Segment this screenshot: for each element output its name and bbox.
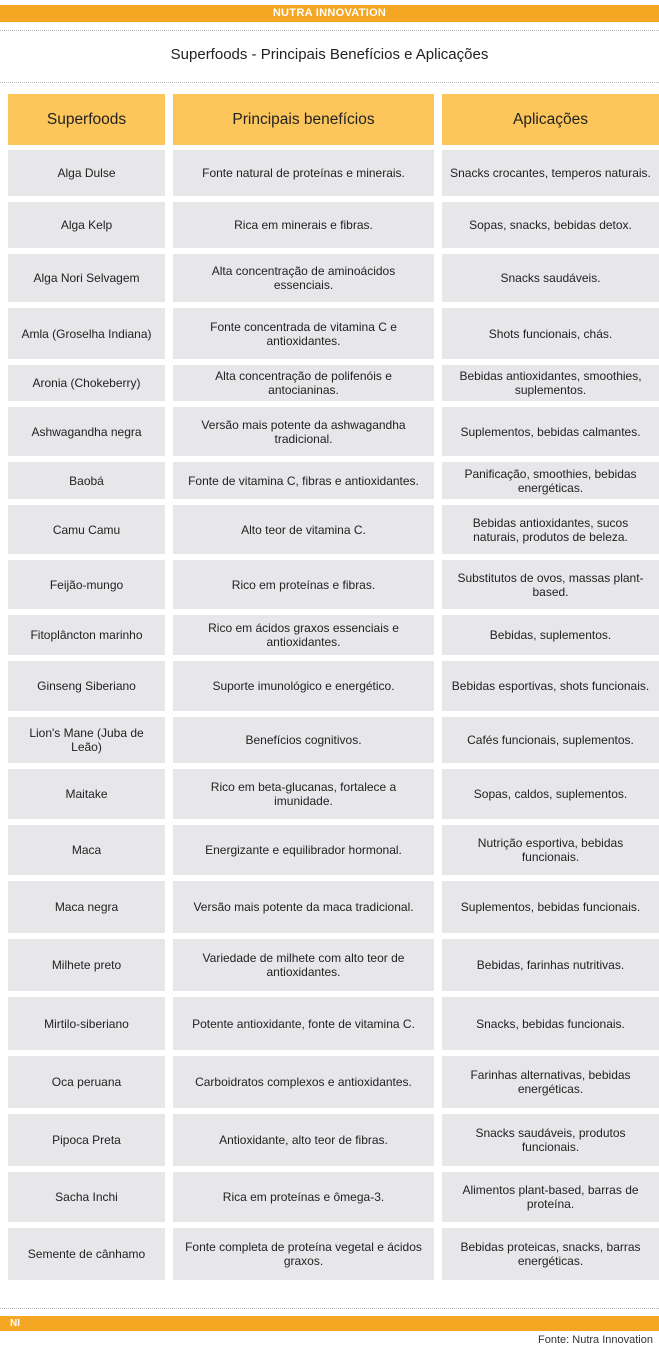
application-cell: Bebidas antioxidantes, smoothies, suplementos. (442, 365, 659, 401)
application-cell: Snacks, bebidas funcionais. (442, 997, 659, 1050)
application-cell: Bebidas, farinhas nutritivas. (442, 939, 659, 991)
table-row (8, 254, 659, 302)
brand-banner (0, 5, 659, 22)
superfood-cell: Oca peruana (8, 1056, 165, 1108)
table-row (8, 939, 659, 991)
table-row (8, 407, 659, 456)
superfood-cell: Amla (Groselha Indiana) (8, 308, 165, 359)
footer-banner (0, 1316, 659, 1331)
table-row (8, 825, 659, 875)
table-row (8, 202, 659, 248)
table-row (8, 615, 659, 655)
benefit-cell: Versão mais potente da maca tradicional. (173, 881, 434, 933)
benefit-cell: Alta concentração de polifenóis e antocianinas. (173, 365, 434, 401)
superfood-cell: Alga Nori Selvagem (8, 254, 165, 302)
benefit-cell: Suporte imunológico e energético. (173, 661, 434, 711)
application-cell: Suplementos, bebidas calmantes. (442, 407, 659, 456)
application-cell: Shots funcionais, chás. (442, 308, 659, 359)
table-row (8, 462, 659, 499)
benefit-cell: Fonte natural de proteínas e minerais. (173, 150, 434, 196)
superfood-cell: Fitoplâncton marinho (8, 615, 165, 655)
superfood-cell: Sacha Inchi (8, 1172, 165, 1222)
table-row (8, 1056, 659, 1108)
superfood-cell: Lion's Mane (Juba de Leão) (8, 717, 165, 763)
benefit-cell: Rica em minerais e fibras. (173, 202, 434, 248)
superfood-cell: Pipoca Preta (8, 1114, 165, 1166)
application-cell: Bebidas, suplementos. (442, 615, 659, 655)
benefit-cell: Rico em proteínas e fibras. (173, 560, 434, 609)
application-cell: Snacks saudáveis, produtos funcionais. (442, 1114, 659, 1166)
benefit-cell: Benefícios cognitivos. (173, 717, 434, 763)
benefit-cell: Potente antioxidante, fonte de vitamina C. (173, 997, 434, 1050)
table-row (8, 365, 659, 401)
benefit-cell: Rico em beta-glucanas, fortalece a imunidade. (173, 769, 434, 819)
benefit-cell: Rica em proteínas e ômega-3. (173, 1172, 434, 1222)
benefit-cell: Fonte concentrada de vitamina C e antioxidantes. (173, 308, 434, 359)
brand-label: NUTRA INNOVATION (272, 7, 387, 19)
table-row (8, 308, 659, 359)
superfood-cell: Maca (8, 825, 165, 875)
benefit-cell: Alta concentração de aminoácidos essenciais. (173, 254, 434, 302)
benefit-cell: Variedade de milhete com alto teor de antioxidantes. (173, 939, 434, 991)
dotted-divider-title (0, 82, 659, 83)
table-row (8, 1114, 659, 1166)
application-cell: Suplementos, bebidas funcionais. (442, 881, 659, 933)
superfood-cell: Baobá (8, 462, 165, 499)
superfood-cell: Milhete preto (8, 939, 165, 991)
superfood-cell: Ashwagandha negra (8, 407, 165, 456)
dotted-divider-top (0, 30, 659, 31)
benefit-cell: Antioxidante, alto teor de fibras. (173, 1114, 434, 1166)
superfood-cell: Mirtilo-siberiano (8, 997, 165, 1050)
application-cell: Panificação, smoothies, bebidas energéticas. (442, 462, 659, 499)
benefit-cell: Fonte de vitamina C, fibras e antioxidantes. (173, 462, 434, 499)
application-cell: Bebidas esportivas, shots funcionais. (442, 661, 659, 711)
superfoods-table (8, 94, 659, 1286)
application-cell: Nutrição esportiva, bebidas funcionais. (442, 825, 659, 875)
table-header-row (8, 94, 659, 145)
superfood-cell: Maitake (8, 769, 165, 819)
application-cell: Alimentos plant-based, barras de proteína. (442, 1172, 659, 1222)
application-cell: Bebidas antioxidantes, sucos naturais, produtos de beleza. (442, 505, 659, 554)
benefit-cell: Carboidratos complexos e antioxidantes. (173, 1056, 434, 1108)
dotted-divider-bottom (0, 1308, 659, 1309)
table-row (8, 661, 659, 711)
benefit-cell: Energizante e equilibrador hormonal. (173, 825, 434, 875)
table-row (8, 1172, 659, 1222)
table-row (8, 769, 659, 819)
superfood-cell: Alga Kelp (8, 202, 165, 248)
superfood-cell: Feijão-mungo (8, 560, 165, 609)
application-cell: Snacks saudáveis. (442, 254, 659, 302)
application-cell: Sopas, caldos, suplementos. (442, 769, 659, 819)
superfood-cell: Maca negra (8, 881, 165, 933)
table-row (8, 505, 659, 554)
superfood-cell: Semente de cânhamo (8, 1228, 165, 1280)
superfood-cell: Alga Dulse (8, 150, 165, 196)
superfood-cell: Ginseng Siberiano (8, 661, 165, 711)
application-cell: Bebidas proteicas, snacks, barras energéticas. (442, 1228, 659, 1280)
table-row (8, 717, 659, 763)
footer-badge: NI (10, 1318, 20, 1329)
header-superfoods: Superfoods (8, 94, 165, 145)
page-title: Superfoods - Principais Benefícios e Aplicações (170, 46, 489, 63)
table-row (8, 150, 659, 196)
benefit-cell: Rico em ácidos graxos essenciais e antioxidantes. (173, 615, 434, 655)
benefit-cell: Fonte completa de proteína vegetal e ácidos graxos. (173, 1228, 434, 1280)
application-cell: Snacks crocantes, temperos naturais. (442, 150, 659, 196)
header-applications: Aplicações (442, 94, 659, 145)
table-row (8, 881, 659, 933)
header-benefits: Principais benefícios (173, 94, 434, 145)
table-body (8, 150, 659, 1280)
source-credit: Fonte: Nutra Innovation (538, 1334, 653, 1346)
superfood-cell: Aronia (Chokeberry) (8, 365, 165, 401)
benefit-cell: Alto teor de vitamina C. (173, 505, 434, 554)
application-cell: Cafés funcionais, suplementos. (442, 717, 659, 763)
application-cell: Substitutos de ovos, massas plant-based. (442, 560, 659, 609)
table-row (8, 997, 659, 1050)
application-cell: Sopas, snacks, bebidas detox. (442, 202, 659, 248)
benefit-cell: Versão mais potente da ashwagandha tradicional. (173, 407, 434, 456)
superfood-cell: Camu Camu (8, 505, 165, 554)
table-row (8, 560, 659, 609)
application-cell: Farinhas alternativas, bebidas energéticas. (442, 1056, 659, 1108)
table-row (8, 1228, 659, 1280)
